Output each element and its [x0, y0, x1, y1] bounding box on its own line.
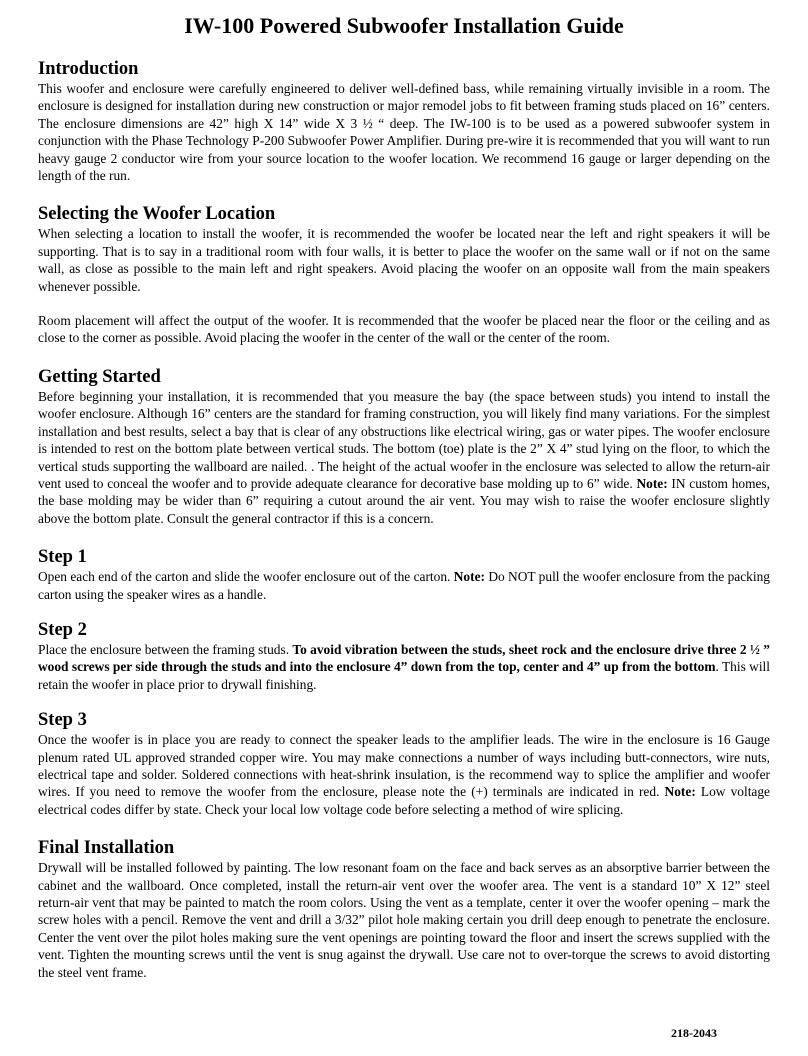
step-2-paragraph	[38, 641, 770, 693]
section-heading-step-1: Step 1	[38, 547, 87, 568]
final-installation-paragraph: Drywall will be installed followed by painting. The low resonant foam on the face and back serves as an absorptive barrier between the cabinet and the wallboard. Once completed, install the return-air vent over the woofer area. The vent is a standard 10” X 12” steel return-air vent that may be painted to match the room colors. Using the vent as a template, center it over the woofer opening – mark the screw holes with a pencil. Remove the vent and drill a 3/32” pilot hole making certain you drill deep enough to penetrate the enclosure. Center the vent over the pilot holes making sure the vent openings are pointing toward the floor and insert the screws supplied with the vent. Tighten the mounting screws until the vent is snug against the drywall. Use care not to over-torque the screws to avoid distorting the steel vent frame.	[38, 860, 770, 980]
introduction-paragraph: This woofer and enclosure were carefully engineered to deliver well-defined bass, while remaining virtually invisible in a room. The enclosure is designed for installation during new construction or major remodel jobs to fit between framing studs placed on 16” centers. The enclosure dimensions are 42” high X 14” wide X 3 ½ “ deep. The IW-100 is to be used as a powered subwoofer system in conjunction with the Phase Technology P-200 Subwoofer Power Amplifier. During pre-wire it is recommended that you will want to run heavy gauge 2 conductor wire from your source location to the woofer location. We recommend 16 gauge or larger depending on the length of the run.	[38, 81, 770, 184]
location-paragraph-2: Room placement will affect the output of the woofer. It is recommended that the woofer be placed near the floor or the ceiling and as close to the corner as possible. Avoid placing the woofer in the center of the wall or the center of the room.	[38, 313, 770, 346]
step-1-text-a: Open each end of the carton and slide the woofer enclosure out of the carton.	[38, 569, 454, 585]
document-page	[38, 12, 770, 981]
getting-started-paragraph	[38, 388, 770, 527]
step-2-text-b: . This will retain the woofer in place prior to drywall finishing.	[38, 659, 770, 692]
step-3-paragraph	[38, 731, 770, 818]
step-1-note-label: Note:	[453, 569, 485, 585]
section-step-2	[38, 619, 770, 693]
step-3-note-label: Note:	[664, 784, 696, 800]
step-1-text-b: Do NOT pull the woofer enclosure from the packing carton using the speaker wires as a handle.	[38, 569, 770, 602]
step-2-text-a: Place the enclosure between the framing studs.	[38, 641, 293, 657]
section-introduction	[38, 58, 770, 184]
document-title: IW-100 Powered Subwoofer Installation Guide	[184, 13, 624, 38]
getting-started-note-label: Note:	[636, 475, 668, 491]
section-getting-started	[38, 366, 770, 527]
section-heading-woofer-location: Selecting the Woofer Location	[38, 204, 276, 225]
step-3-text-a: Once the woofer is in place you are ready to connect the speaker leads to the amplifier leads. The wire in the enclosure is 16 Gauge plenum rated UL approved stranded copper wire. You may make connections a number of ways including butt-connectors, wire nuts, electrical tape and solder. Soldered connections with heat-shrink insulation, is the recommend way to splice the amplifier and woofer wires. If you need to remove the woofer from the enclosure, please note the (+) terminals are indicated in red.	[38, 732, 770, 800]
section-heading-getting-started: Getting Started	[38, 366, 161, 387]
section-heading-step-2: Step 2	[38, 619, 87, 640]
section-final-installation	[38, 837, 770, 981]
step-3-text-b: Low voltage electrical codes differ by state. Check your local low voltage code before selecting a method of wire splicing.	[38, 784, 770, 817]
location-paragraph-1: When selecting a location to install the woofer, it is recommended the woofer be located near the left and right speakers it will be supporting. That is to say in a traditional room with four walls, it is better to place the woofer on the same wall or if not on the same wall, as close as possible to the main left and right speakers. Avoid placing the woofer on an opposite wall from the main speakers whenever possible.	[38, 226, 770, 294]
section-heading-step-3: Step 3	[38, 710, 87, 731]
section-step-1	[38, 546, 770, 603]
step-1-paragraph	[38, 568, 770, 603]
getting-started-text-a: Before beginning your installation, it is recommended that you measure the bay (the space between studs) you intend to install the woofer enclosure. Although 16” centers are the standard for framing construction, you will likely find many variations. For the simplest installation and best results, select a bay that is clear of any obstructions like electrical wiring, gas or water pipes. The woofer enclosure is intended to rest on the bottom plate between vertical studs. The bottom (toe) plate is the 2” X 4” stud lying on the floor, to which the vertical studs supporting the wallboard are nailed. . The height of the actual woofer in the enclosure was selected to allow the return-air vent used to conceal the woofer and to provide adequate clearance for decorative base molding up to 6” wide.	[38, 388, 770, 491]
section-heading-final-installation: Final Installation	[38, 838, 175, 859]
section-step-3	[38, 709, 770, 818]
document-code: 218-2043	[671, 1026, 717, 1040]
section-woofer-location	[38, 203, 770, 346]
section-heading-introduction: Introduction	[38, 59, 139, 79]
step-2-bold-instruction: To avoid vibration between the studs, sheet rock and the enclosure drive three 2 ½ ” wood screws per side through the studs and into the enclosure 4” down from the top, center and 4” up from the bottom	[38, 641, 771, 675]
getting-started-text-b: IN custom homes, the base molding may be wider than 6” requiring a cutout around the air vent. You may wish to raise the woofer enclosure slightly above the bottom plate. Consult the general contractor if this is a concern.	[38, 475, 770, 526]
